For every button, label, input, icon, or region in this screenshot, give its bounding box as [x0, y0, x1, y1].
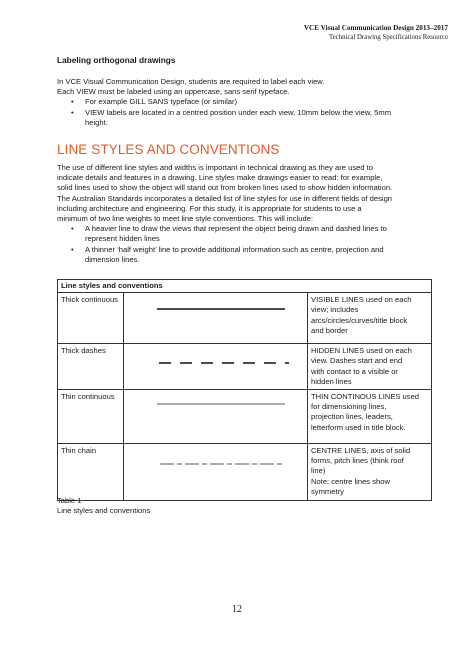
- thin-chain-line-sample: [127, 446, 304, 470]
- page-number: 12: [232, 604, 242, 615]
- bullet-icon: •: [71, 224, 74, 234]
- bullet-icon: •: [71, 97, 74, 107]
- header-course-title: VCE Visual Communication Design 2013–2017: [303, 24, 448, 32]
- line-styles-table: [57, 279, 432, 501]
- table-caption-row: [58, 280, 432, 293]
- table-row: [58, 444, 432, 501]
- table-caption-text: Line styles and conventions: [57, 506, 151, 516]
- table-row: [58, 390, 432, 444]
- labeling-bullet-list: [57, 97, 437, 128]
- line-style-description: VISIBLE LINES used on each view; includes arcs/circles/curves/title block and border: [308, 293, 432, 344]
- body-line: minimum of two line weights to meet line style conventions. This will include:: [57, 214, 314, 224]
- line-style-name: Thick continuous: [58, 293, 124, 344]
- labeling-body: [57, 75, 437, 128]
- section-heading-line-styles: LINE STYLES AND CONVENTIONS: [57, 142, 280, 157]
- list-item: • A heavier line to draw the views that represent the object being drawn and dashed lines to represent hidden lines: [71, 224, 387, 244]
- line-style-sample: [124, 390, 308, 444]
- line-style-description: HIDDEN LINES used on each view. Dashes start and end with contact to a visible or hidden lines: [308, 344, 432, 390]
- line-styles-bullet-list: [57, 224, 429, 265]
- labeling-paragraph-1: In VCE Visual Communication Design, students are required to label each view.: [57, 77, 325, 86]
- table-caption: Line styles and conventions: [58, 280, 432, 293]
- line-style-sample: [124, 444, 308, 501]
- list-item: • A thinner ‘half weight’ line to provide additional information such as centre, projection and dimension lines.: [71, 244, 384, 264]
- line-style-name: Thin continuous: [58, 390, 124, 444]
- body-line: including architecture and engineering. For this study, it is appropriate for students to use a: [57, 203, 362, 213]
- section-heading-labeling: Labeling orthogonal drawings: [57, 55, 176, 65]
- body-line: indicate details and features in a drawing. Line styles make drawings easier to read: for example,: [57, 173, 383, 183]
- line-style-sample: [124, 344, 308, 390]
- list-item: • For example GILL SANS typeface (or similar): [71, 97, 238, 107]
- line-style-description: THIN CONTINOUS LINES used for dimensioning lines, projection lines, leaders, letterform used in title block.: [308, 390, 432, 444]
- line-style-name: Thick dashes: [58, 344, 124, 390]
- line-style-description: CENTRE LINES, axis of solid forms, pitch lines (think roof line) Note: centre lines show symmetry: [308, 444, 432, 501]
- thick-continuous-line-sample: [127, 295, 304, 319]
- bullet-icon: •: [71, 107, 74, 117]
- table-label: Table 1: [57, 496, 82, 505]
- line-styles-body: [57, 163, 429, 265]
- header-resource-title: Technical Drawing Specifications Resource: [329, 34, 448, 41]
- body-line: solid lines used to show the object will stand out from broken lines used to show hidden information.: [57, 183, 393, 193]
- running-header: [304, 24, 448, 42]
- body-line: The use of different line styles and widths is important in technical drawing as they are used to: [57, 163, 374, 172]
- labeling-paragraph-2: Each VIEW must be labeled using an uppercase, sans serif typeface.: [57, 87, 290, 97]
- table-caption-block: [57, 496, 150, 517]
- table-row: [58, 344, 432, 390]
- thin-continuous-line-sample: [127, 392, 304, 416]
- list-item: • VIEW labels are located in a centred position under each view, 10mm below the view, 5mm height.: [71, 107, 392, 127]
- line-style-name: Thin chain: [58, 444, 124, 501]
- body-line: The Australian Standards incorporates a detailed list of line styles for use in different fields of design: [57, 193, 393, 203]
- bullet-icon: •: [71, 244, 74, 254]
- line-style-sample: [124, 293, 308, 344]
- thick-dashes-line-sample: [127, 346, 304, 370]
- table-row: [58, 293, 432, 344]
